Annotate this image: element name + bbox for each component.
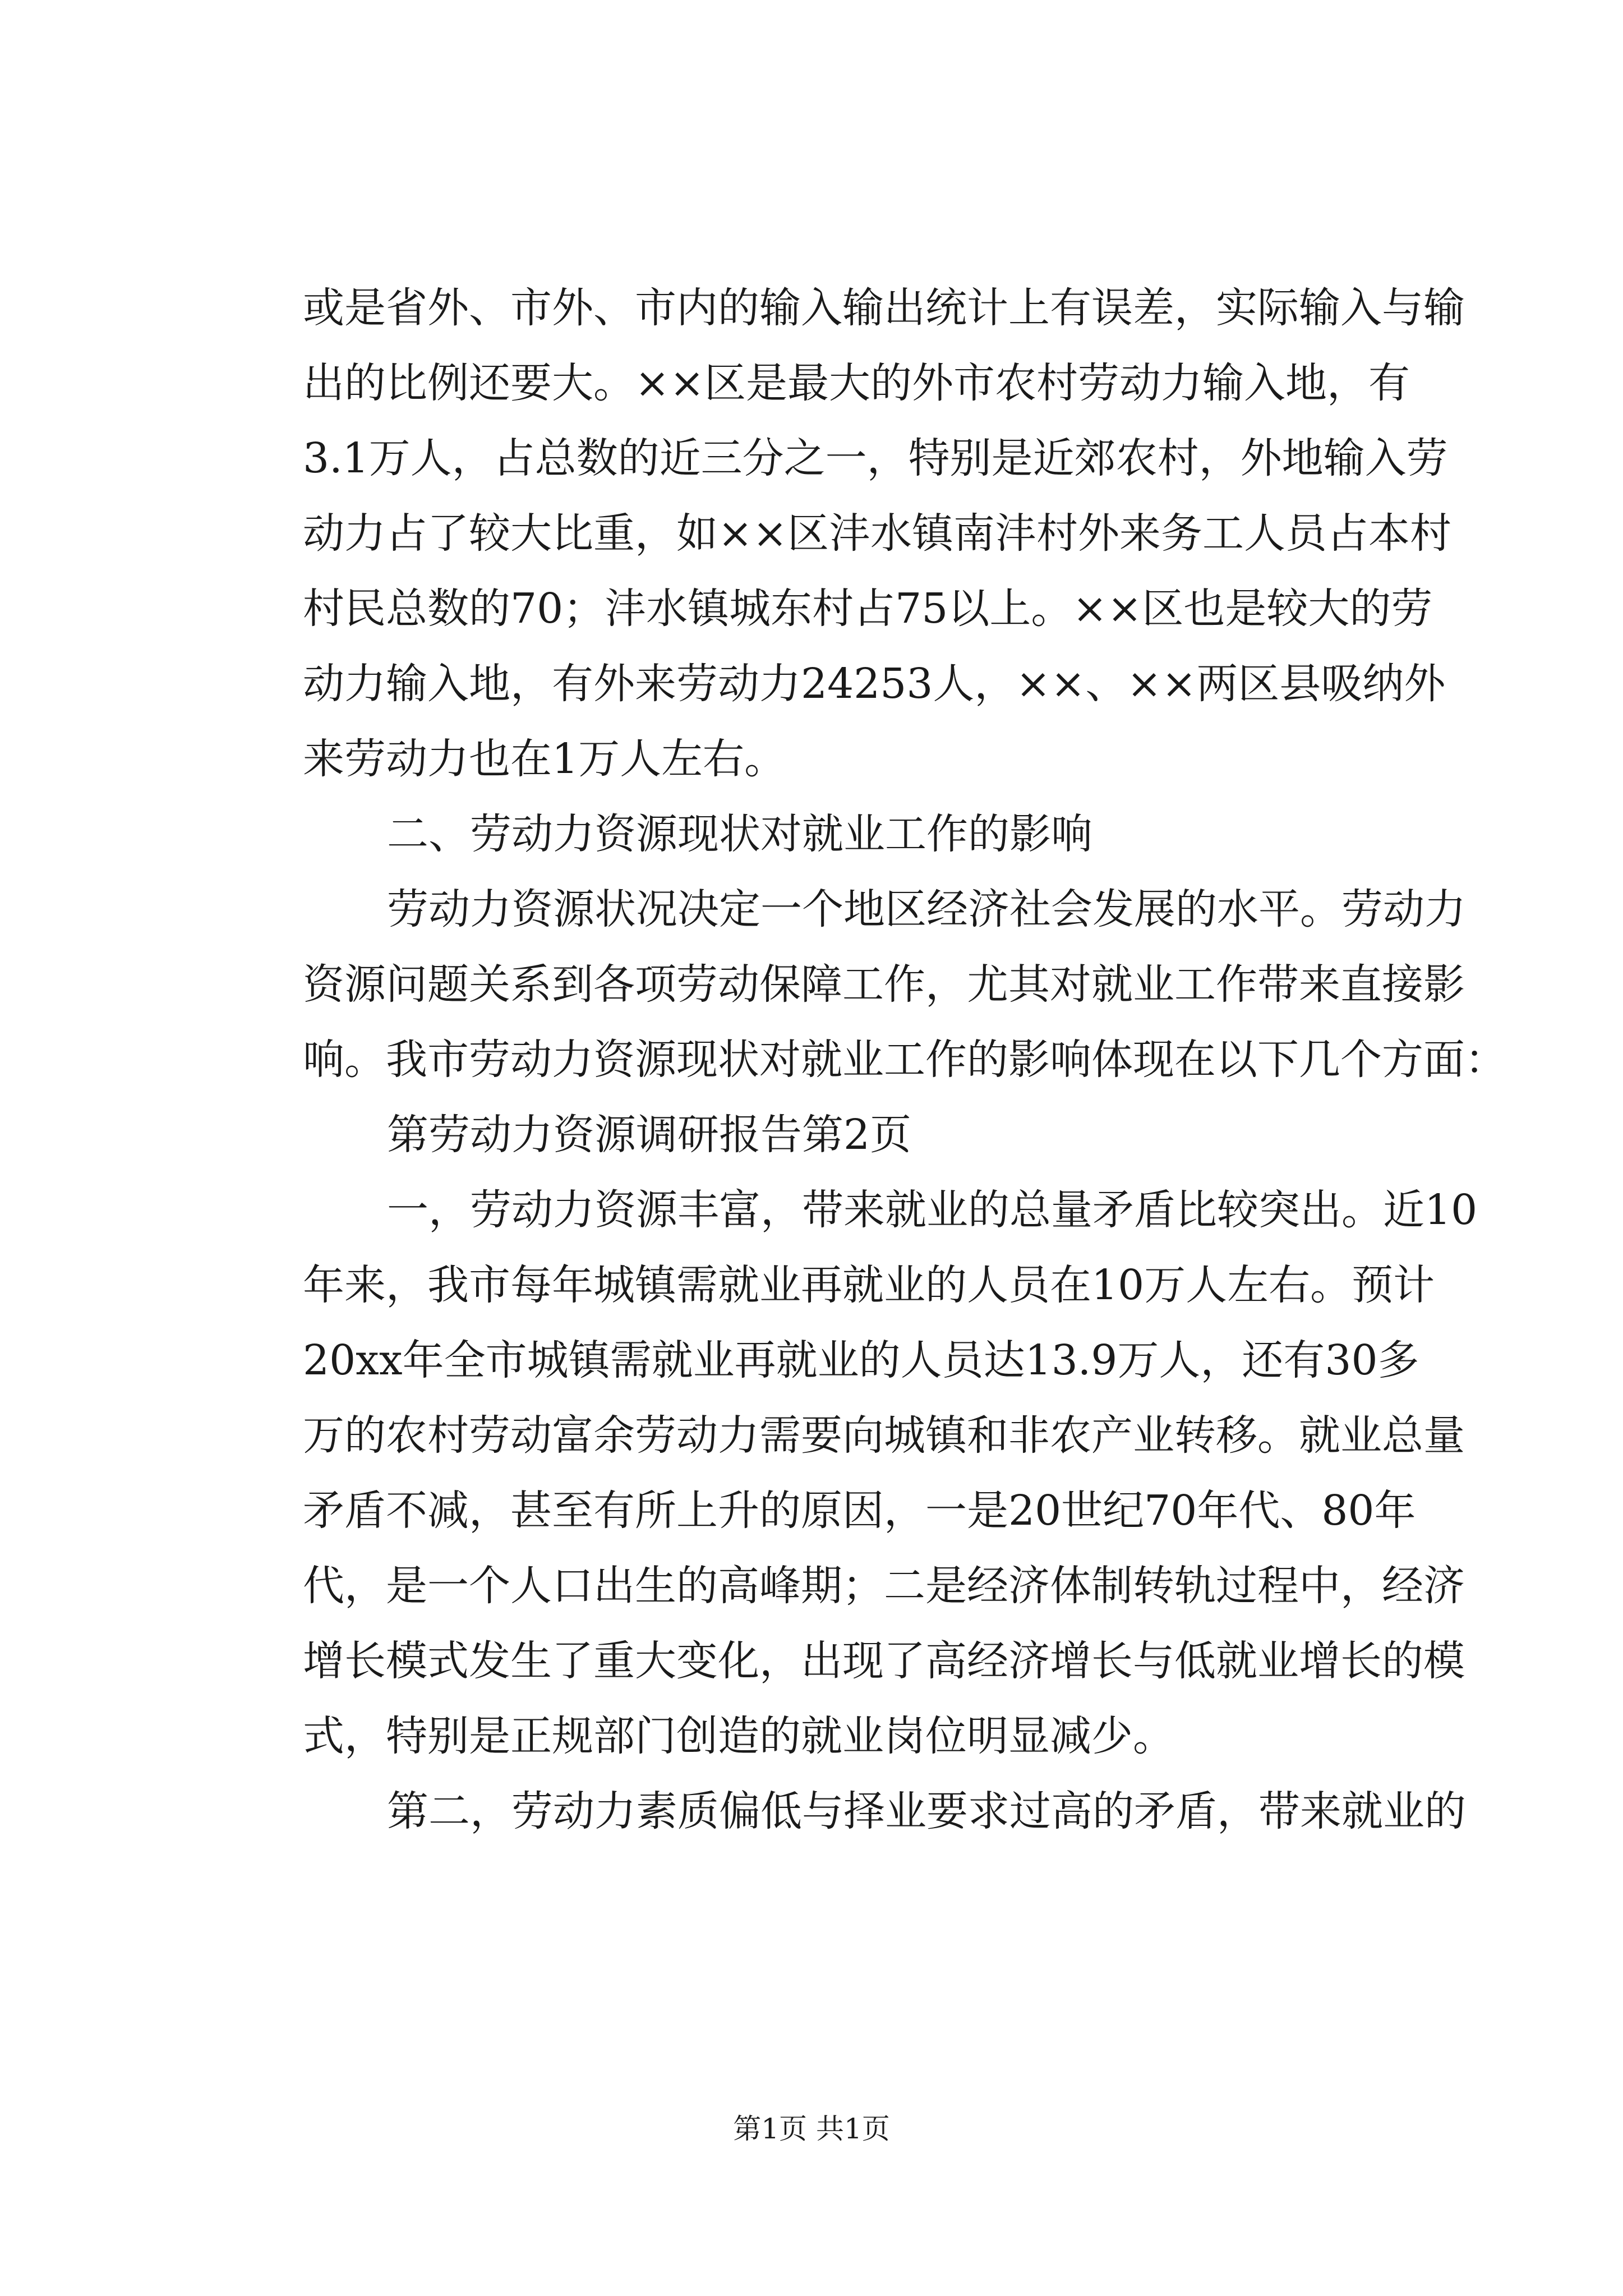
text-line: 来劳动力也在1万人左右。 [303, 735, 786, 783]
text-line: 劳动力资源状况决定一个地区经济社会发展的水平。劳动力 [387, 885, 1466, 933]
text-line: 村民总数的70；沣水镇城东村占75以上。××区也是较大的劳 [303, 585, 1433, 633]
text-line: 代，是一个人口出生的高峰期；二是经济体制转轨过程中，经济 [303, 1562, 1465, 1610]
text-line: 出的比例还要大。××区是最大的外市农村劳动力输入地，有 [303, 359, 1410, 407]
text-line: 动力输入地，有外来劳动力24253人，××、××两区县吸纳外 [303, 660, 1446, 708]
text-line: 20xx年全市城镇需就业再就业的人员达13.9万人，还有30多 [303, 1336, 1419, 1384]
text-line: 第二，劳动力素质偏低与择业要求过高的矛盾，带来就业的 [387, 1787, 1466, 1835]
text-line: 万的农村劳动富余劳动力需要向城镇和非农产业转移。就业总量 [303, 1411, 1465, 1460]
text-line: 动力占了较大比重，如××区沣水镇南沣村外来务工人员占本村 [303, 509, 1452, 558]
section-heading: 二、劳动力资源现状对就业工作的影响 [387, 810, 1092, 858]
text-line: 年来，我市每年城镇需就业再就业的人员在10万人左右。预计 [303, 1261, 1435, 1309]
text-line: 资源问题关系到各项劳动保障工作，尤其对就业工作带来直接影 [303, 960, 1465, 1009]
page-marker-line: 第劳动力资源调研报告第2页 [387, 1111, 912, 1159]
text-line: 响。我市劳动力资源现状对就业工作的影响体现在以下几个方面： [303, 1036, 1506, 1084]
body-text [303, 270, 1506, 1849]
text-line: 3.1万人，占总数的近三分之一，特别是近郊农村，外地输入劳 [303, 434, 1448, 482]
text-line: 式，特别是正规部门创造的就业岗位明显减少。 [303, 1712, 1174, 1760]
page-footer: 第1页 共1页 [733, 2113, 890, 2145]
text-line: 一，劳动力资源丰富，带来就业的总量矛盾比较突出。近10 [387, 1186, 1478, 1234]
text-line: 增长模式发生了重大变化，出现了高经济增长与低就业增长的模 [303, 1637, 1465, 1685]
text-line: 矛盾不减，甚至有所上升的原因，一是20世纪70年代、80年 [303, 1487, 1416, 1535]
text-line: 或是省外、市外、市内的输入输出统计上有误差，实际输入与输 [303, 284, 1465, 332]
